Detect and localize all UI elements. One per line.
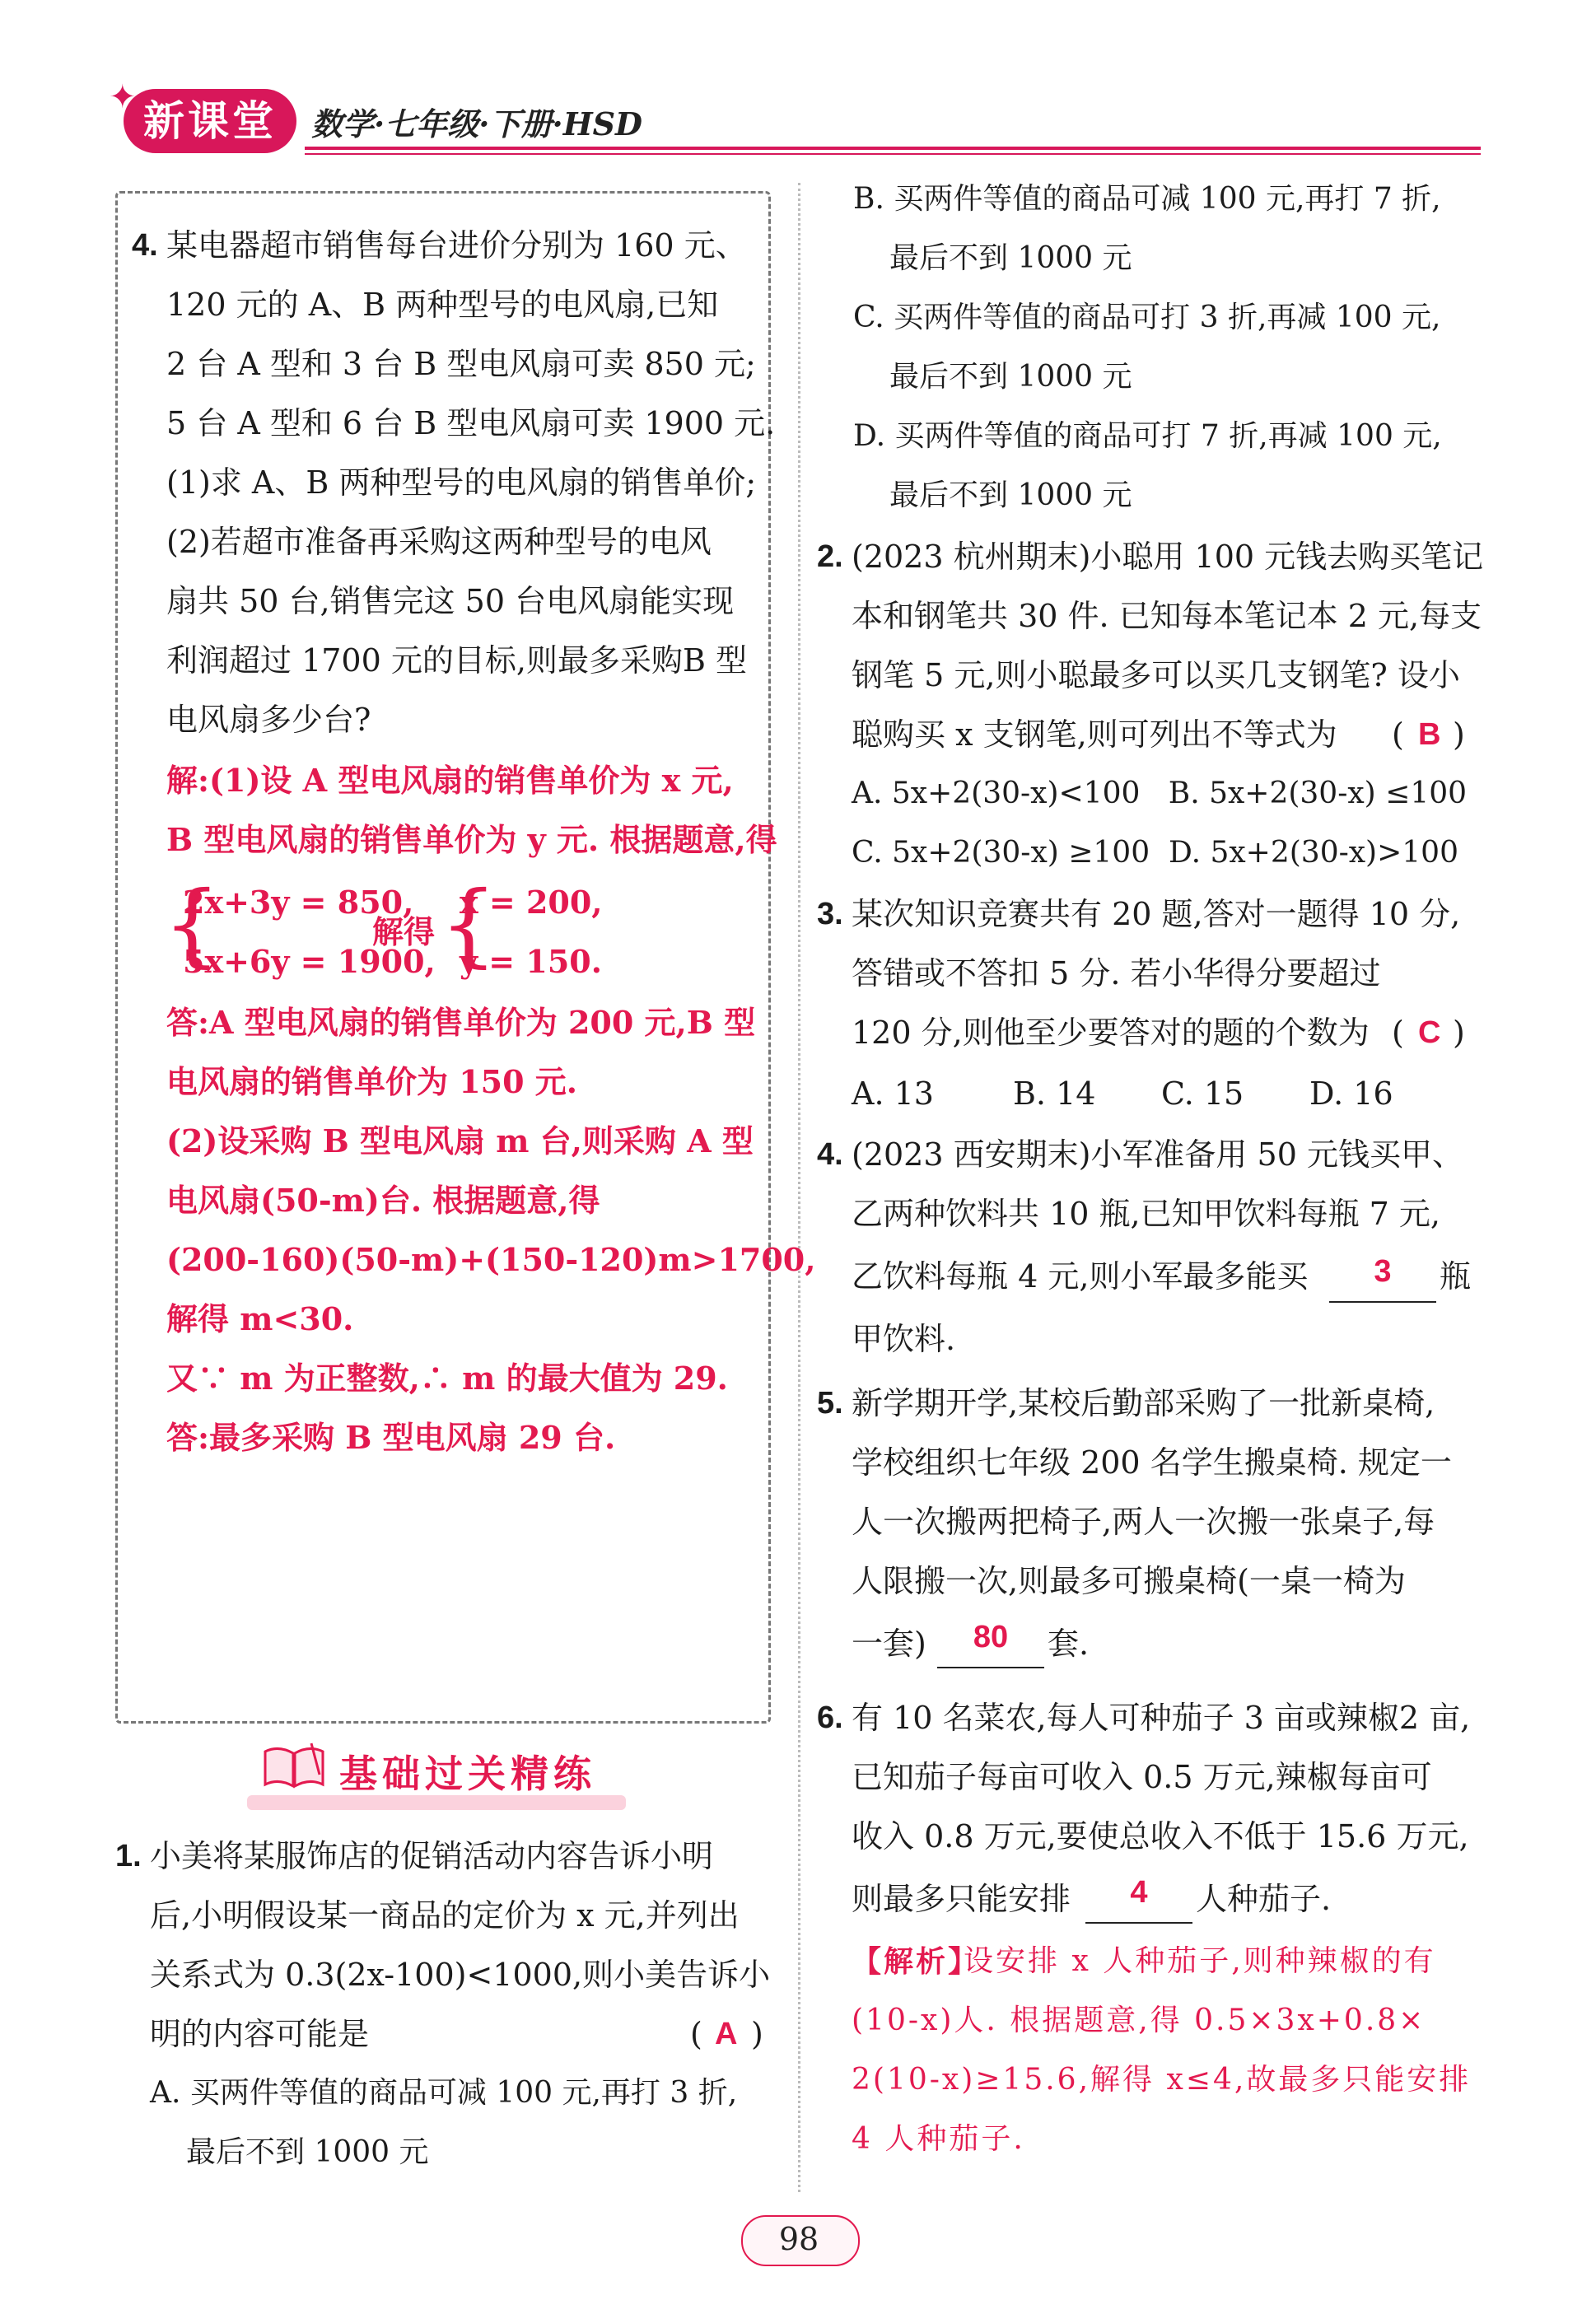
analysis-text: 4 人种茄子. [852,2122,1025,2156]
question-text: 学校组织七年级 200 名学生搬桌椅. 规定一 [852,1444,1452,1481]
question-number: 3. [817,897,843,931]
fill-blank-answer: 80 [937,1607,1044,1668]
solution-text: (2)设采购 B 型电风扇 m 台,则采购 A 型 [166,1122,754,1159]
question-text: 某电器超市销售每台进价分别为 160 元、 [166,227,747,264]
question-number: 4. [817,1137,843,1172]
solve-word: 解得 [372,913,436,950]
question-text: 120 分,则他至少要答对的题的个数为 [852,1015,1370,1051]
option-text: D. 买两件等值的商品可打 7 折,再减 100 元, [853,419,1442,453]
answer-paren-close: ) [1453,1015,1465,1051]
question-number: 4. [132,228,158,263]
question-text: 小美将某服饰店的促销活动内容告诉小明 [150,1838,714,1874]
question-text: 乙饮料每瓶 4 元,则小军最多能买 [852,1258,1309,1295]
option-text: A. 13 [852,1075,934,1112]
answer-paren-open: ( [690,2016,702,2052]
option-text: C. 15 [1161,1075,1244,1112]
question-text: 某次知识竞赛共有 20 题,答对一题得 10 分, [852,896,1461,932]
left-brace-1: { [163,871,221,977]
option-text: C. 5x+2(30-x) ≥100 D. 5x+2(30-x)>100 [852,836,1458,870]
question-text: 则最多只能安排 [852,1881,1071,1917]
question-text: 人一次搬两把椅子,两人一次搬一张桌子,每 [852,1504,1435,1540]
analysis-text: (10-x)人. 根据题意,得 0.5×3x+0.8× [852,2004,1426,2037]
question-text: 明的内容可能是 [150,2016,370,2052]
question-text: 有 10 名菜农,每人可种茄子 3 亩或辣椒2 亩, [852,1700,1471,1736]
fill-blank-answer: 4 [1085,1863,1192,1924]
question-number: 2. [817,539,843,574]
option-text: A. 买两件等值的商品可减 100 元,再打 3 折, [150,2076,738,2110]
option-text: D. 16 [1309,1075,1393,1112]
answer-paren-close: ) [751,2016,763,2052]
column-divider [798,183,800,2192]
option-text: B. 14 [1013,1075,1096,1112]
question-text: 答错或不答扣 5 分. 若小华得分要超过 [852,955,1381,991]
analysis-text: 2(10-x)≥15.6,解得 x≤4,故最多只能安排 [852,2063,1472,2097]
answer-choice: B [1418,717,1441,752]
book-logo: 新课堂 [124,89,296,153]
option-text: 最后不到 1000 元 [889,360,1132,394]
book-subject: 数学·七年级·下册·HSD [311,105,642,142]
question-number: 6. [817,1701,843,1735]
answer-paren-open: ( [1392,1015,1404,1051]
solution-text: (200-160)(50-m)+(150-120)m>1700, [166,1241,816,1278]
answer-paren-close: ) [1453,716,1465,753]
question-text: 套. [1048,1626,1090,1662]
solution-text: 答:最多采购 B 型电风扇 29 台. [166,1419,616,1456]
option-text: A. 5x+2(30-x)<100 B. 5x+2(30-x) ≤100 [852,777,1468,810]
left-brace-2: { [440,871,497,977]
answer-choice: C [1418,1015,1441,1050]
option-text: B. 买两件等值的商品可减 100 元,再打 7 折, [853,182,1441,216]
option-text: 最后不到 1000 元 [186,2135,429,2169]
question-text: 乙两种饮料共 10 瓶,已知甲饮料每瓶 7 元, [852,1196,1441,1232]
solution-text: 解得 m<30. [166,1300,354,1337]
solution-text: 电风扇(50-m)台. 根据题意,得 [166,1182,600,1219]
star-icon: ✦ [109,78,137,116]
fill-blank-answer: 3 [1329,1242,1436,1303]
question-text: 钢笔 5 元,则小聪最多可以买几支钢笔? 设小 [852,657,1460,693]
question-text: 扇共 50 台,销售完这 50 台电风扇能实现 [166,583,735,619]
equation: y = 150. [460,943,602,980]
solution-text: 电风扇的销售单价为 150 元. [166,1063,578,1100]
answer-paren-open: ( [1392,716,1404,753]
question-text: 收入 0.8 万元,要使总收入不低于 15.6 万元, [852,1818,1469,1854]
question-text: (2023 杭州期末)小聪用 100 元钱去购买笔记 [852,539,1484,575]
header-rule-thin [305,153,1481,155]
question-text: 已知茄子每亩可收入 0.5 万元,辣椒每亩可 [852,1759,1432,1795]
question-text: (2)若超市准备再采购这两种型号的电风 [166,524,712,560]
equation: 5x+6y = 1900, [183,943,436,980]
question-text: 120 元的 A、B 两种型号的电风扇,已知 [166,287,719,323]
question-text: 本和钢笔共 30 件. 已知每本笔记本 2 元,每支 [852,598,1482,634]
equation: 2x+3y = 850, [183,884,414,921]
analysis-text: 设安排 x 人种茄子,则种辣椒的有 [964,1944,1436,1978]
solution-text: 解:(1)设 A 型电风扇的销售单价为 x 元, [166,762,734,799]
solution-text: 答:A 型电风扇的销售单价为 200 元,B 型 [166,1004,756,1041]
analysis-label: 【解析】 [852,1944,981,1979]
section-title: 基础过关精练 [339,1752,596,1796]
option-text: C. 买两件等值的商品可打 3 折,再减 100 元, [853,301,1441,334]
equation: x = 200, [460,884,603,921]
question-number: 5. [817,1386,843,1421]
question-text: (1)求 A、B 两种型号的电风扇的销售单价; [166,464,757,501]
question-text: 一套) [852,1626,926,1662]
header-rule [305,147,1481,150]
question-text: 聪购买 x 支钢笔,则可列出不等式为 [852,716,1337,753]
question-text: 电风扇多少台? [166,702,371,738]
question-text: 后,小明假设某一商品的定价为 x 元,并列出 [150,1897,740,1934]
question-text: (2023 西安期末)小军准备用 50 元钱买甲、 [852,1136,1463,1173]
question-text: 新学期开学,某校后勤部采购了一批新桌椅, [852,1385,1435,1421]
question-text: 5 台 A 型和 6 台 B 型电风扇可卖 1900 元. [166,405,776,441]
question-text: 人种茄子. [1196,1881,1332,1917]
option-text: 最后不到 1000 元 [889,241,1132,275]
question-text: 瓶 [1440,1258,1472,1295]
page-number: 98 [778,2221,819,2257]
question-number: 1. [115,1839,142,1873]
question-text: 人限搬一次,则最多可搬桌椅(一桌一椅为 [852,1563,1406,1599]
solution-text: 又∵ m 为正整数,∴ m 的最大值为 29. [166,1360,728,1397]
question-text: 甲饮料. [852,1321,956,1357]
question-text: 利润超过 1700 元的目标,则最多采购B 型 [166,642,747,679]
book-icon [262,1742,326,1789]
option-text: 最后不到 1000 元 [889,478,1132,512]
question-text: 关系式为 0.3(2x-100)<1000,则小美告诉小 [150,1957,771,1993]
answer-choice: A [715,2017,738,2051]
question-text: 2 台 A 型和 3 台 B 型电风扇可卖 850 元; [166,346,756,382]
solution-text: B 型电风扇的销售单价为 y 元. 根据题意,得 [166,821,777,858]
